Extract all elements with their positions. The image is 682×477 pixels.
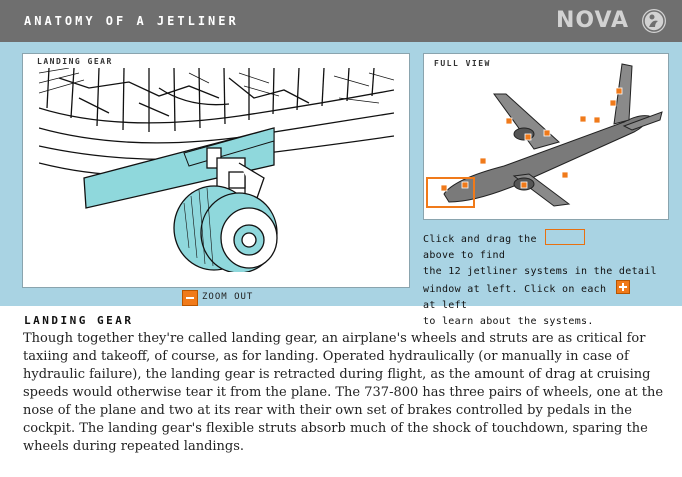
instruction-text-3: the 12 jetliner systems in the detail xyxy=(423,266,657,277)
full-view-window xyxy=(424,54,668,219)
zoom-out-button[interactable] xyxy=(182,290,262,306)
zoom-out-label: ZOOM OUT xyxy=(202,292,254,302)
detail-panel xyxy=(22,53,410,288)
section-heading: LANDING GEAR xyxy=(24,314,134,327)
full-view-label: FULL VIEW xyxy=(434,59,491,68)
detail-panel-label: LANDING GEAR xyxy=(37,57,113,66)
instruction-text-1: Click and drag the xyxy=(423,234,537,245)
instruction-text-6: to learn about the systems. xyxy=(423,316,594,327)
minus-icon xyxy=(182,290,198,306)
instructions xyxy=(423,229,673,330)
nova-logo[interactable]: NOVA xyxy=(556,8,630,33)
page-title: ANATOMY OF A JETLINER xyxy=(24,14,239,28)
drag-frame-icon xyxy=(545,229,585,245)
plus-icon xyxy=(616,280,630,294)
section-body: Though together they're called landing gear, an airplane's wheels and struts are as critical for taxiing and takeoff, of course, as for landing. Operated hydraulically (or manually in case of hydraulic failure), the landing gear is retracted during flight, as the amount of drag at cruising speeds would otherwise tear it from the plane. The 737-800 has three pairs of wheels, one at the nose of the plane and two at its rear with their own set of brakes controlled by pedals in the cockpit. The landing gear's flexible struts absorb much of the shock of touchdown, sparing the wheels during repeated landings. xyxy=(23,331,664,454)
detail-window[interactable] xyxy=(39,68,394,272)
pbs-logo-icon[interactable] xyxy=(642,9,666,33)
jetliner-overview-illustration xyxy=(424,54,668,219)
full-view-panel xyxy=(423,53,669,220)
instruction-text-2: above to find xyxy=(423,250,506,261)
instruction-text-5: at left xyxy=(423,300,468,311)
header-bar xyxy=(0,0,682,42)
instruction-text-4: window at left. Click on each xyxy=(423,284,607,295)
landing-gear-illustration xyxy=(39,68,394,272)
